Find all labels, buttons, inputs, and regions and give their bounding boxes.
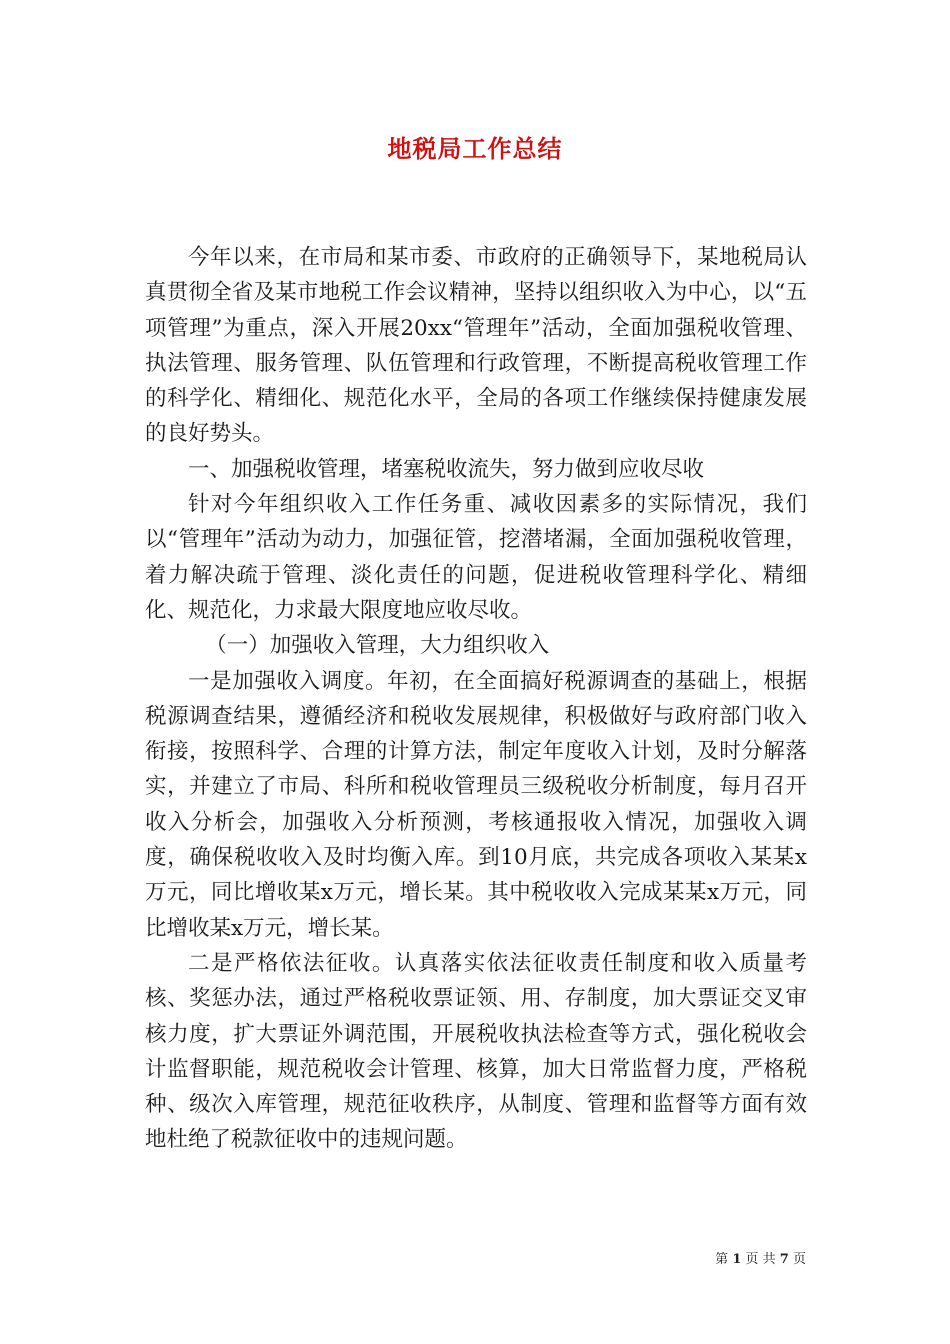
section-heading-1: 一、加强税收管理，堵塞税收流失，努力做到应收尽收 <box>188 456 705 482</box>
document-title: 地税局工作总结 <box>387 134 563 163</box>
subsection-heading-1: （一）加强收入管理，大力组织收入 <box>205 633 550 659</box>
paragraph-lawful-collection: 二是严格依法征收。认真落实依法征收责任制度和收入质量考核、奖惩办法，通过严格税收票证领、用、存制度，加大票证交叉审核力度，扩大票证外调范围，开展税收执法检查等方式，强化税收会计监督职能，规范税收会计管理、核算，加大日常监督力度，严格税种、级次入库管理，规范征收秩序，从制度、管理和监督等方面有效地杜绝了税款征收中的违规问题。 <box>145 950 807 1153</box>
footer-current-page: 1 <box>732 1252 742 1267</box>
paragraph-section-1: 针对今年组织收入工作任务重、减收因素多的实际情况，我们以“管理年”活动为动力，加强征管，挖潜堵漏，全面加强税收管理，着力解决疏于管理、淡化责任的问题，促进税收管理科学化、精细化、规范化，力求最大限度地应收尽收。 <box>145 492 807 623</box>
page-footer <box>715 1248 806 1267</box>
footer-middle: 页 共 <box>745 1252 776 1267</box>
footer-suffix: 页 <box>792 1252 806 1267</box>
document-body <box>145 240 807 1158</box>
footer-total-pages: 7 <box>779 1252 789 1267</box>
paragraph-revenue-dispatch: 一是加强收入调度。年初，在全面搞好税源调查的基础上，根据税源调查结果，遵循经济和税收发展规律，积极做好与政府部门收入衔接，按照科学、合理的计算方法，制定年度收入计划，及时分解落实，并建立了市局、科所和税收管理员三级税收分析制度，每月召开收入分析会，加强收入分析预测，考核通报收入情况，加强收入调度，确保税收收入及时均衡入库。到10月底，共完成各项收入某某x万元，同比增收某x万元，增长某。其中税收收入完成某某x万元，同比增收某x万元，增长某。 <box>145 668 807 941</box>
paragraph-intro: 今年以来，在市局和某市委、市政府的正确领导下，某地税局认真贯彻全省及某市地税工作会议精神，坚持以组织收入为中心，以“五项管理”为重点，深入开展20xx“管理年”活动，全面加强税收管理、执法管理、服务管理、队伍管理和行政管理，不断提高税收管理工作的科学化、精细化、规范化水平，全局的各项工作继续保持健康发展的良好势头。 <box>145 245 807 447</box>
footer-prefix: 第 <box>715 1252 729 1267</box>
